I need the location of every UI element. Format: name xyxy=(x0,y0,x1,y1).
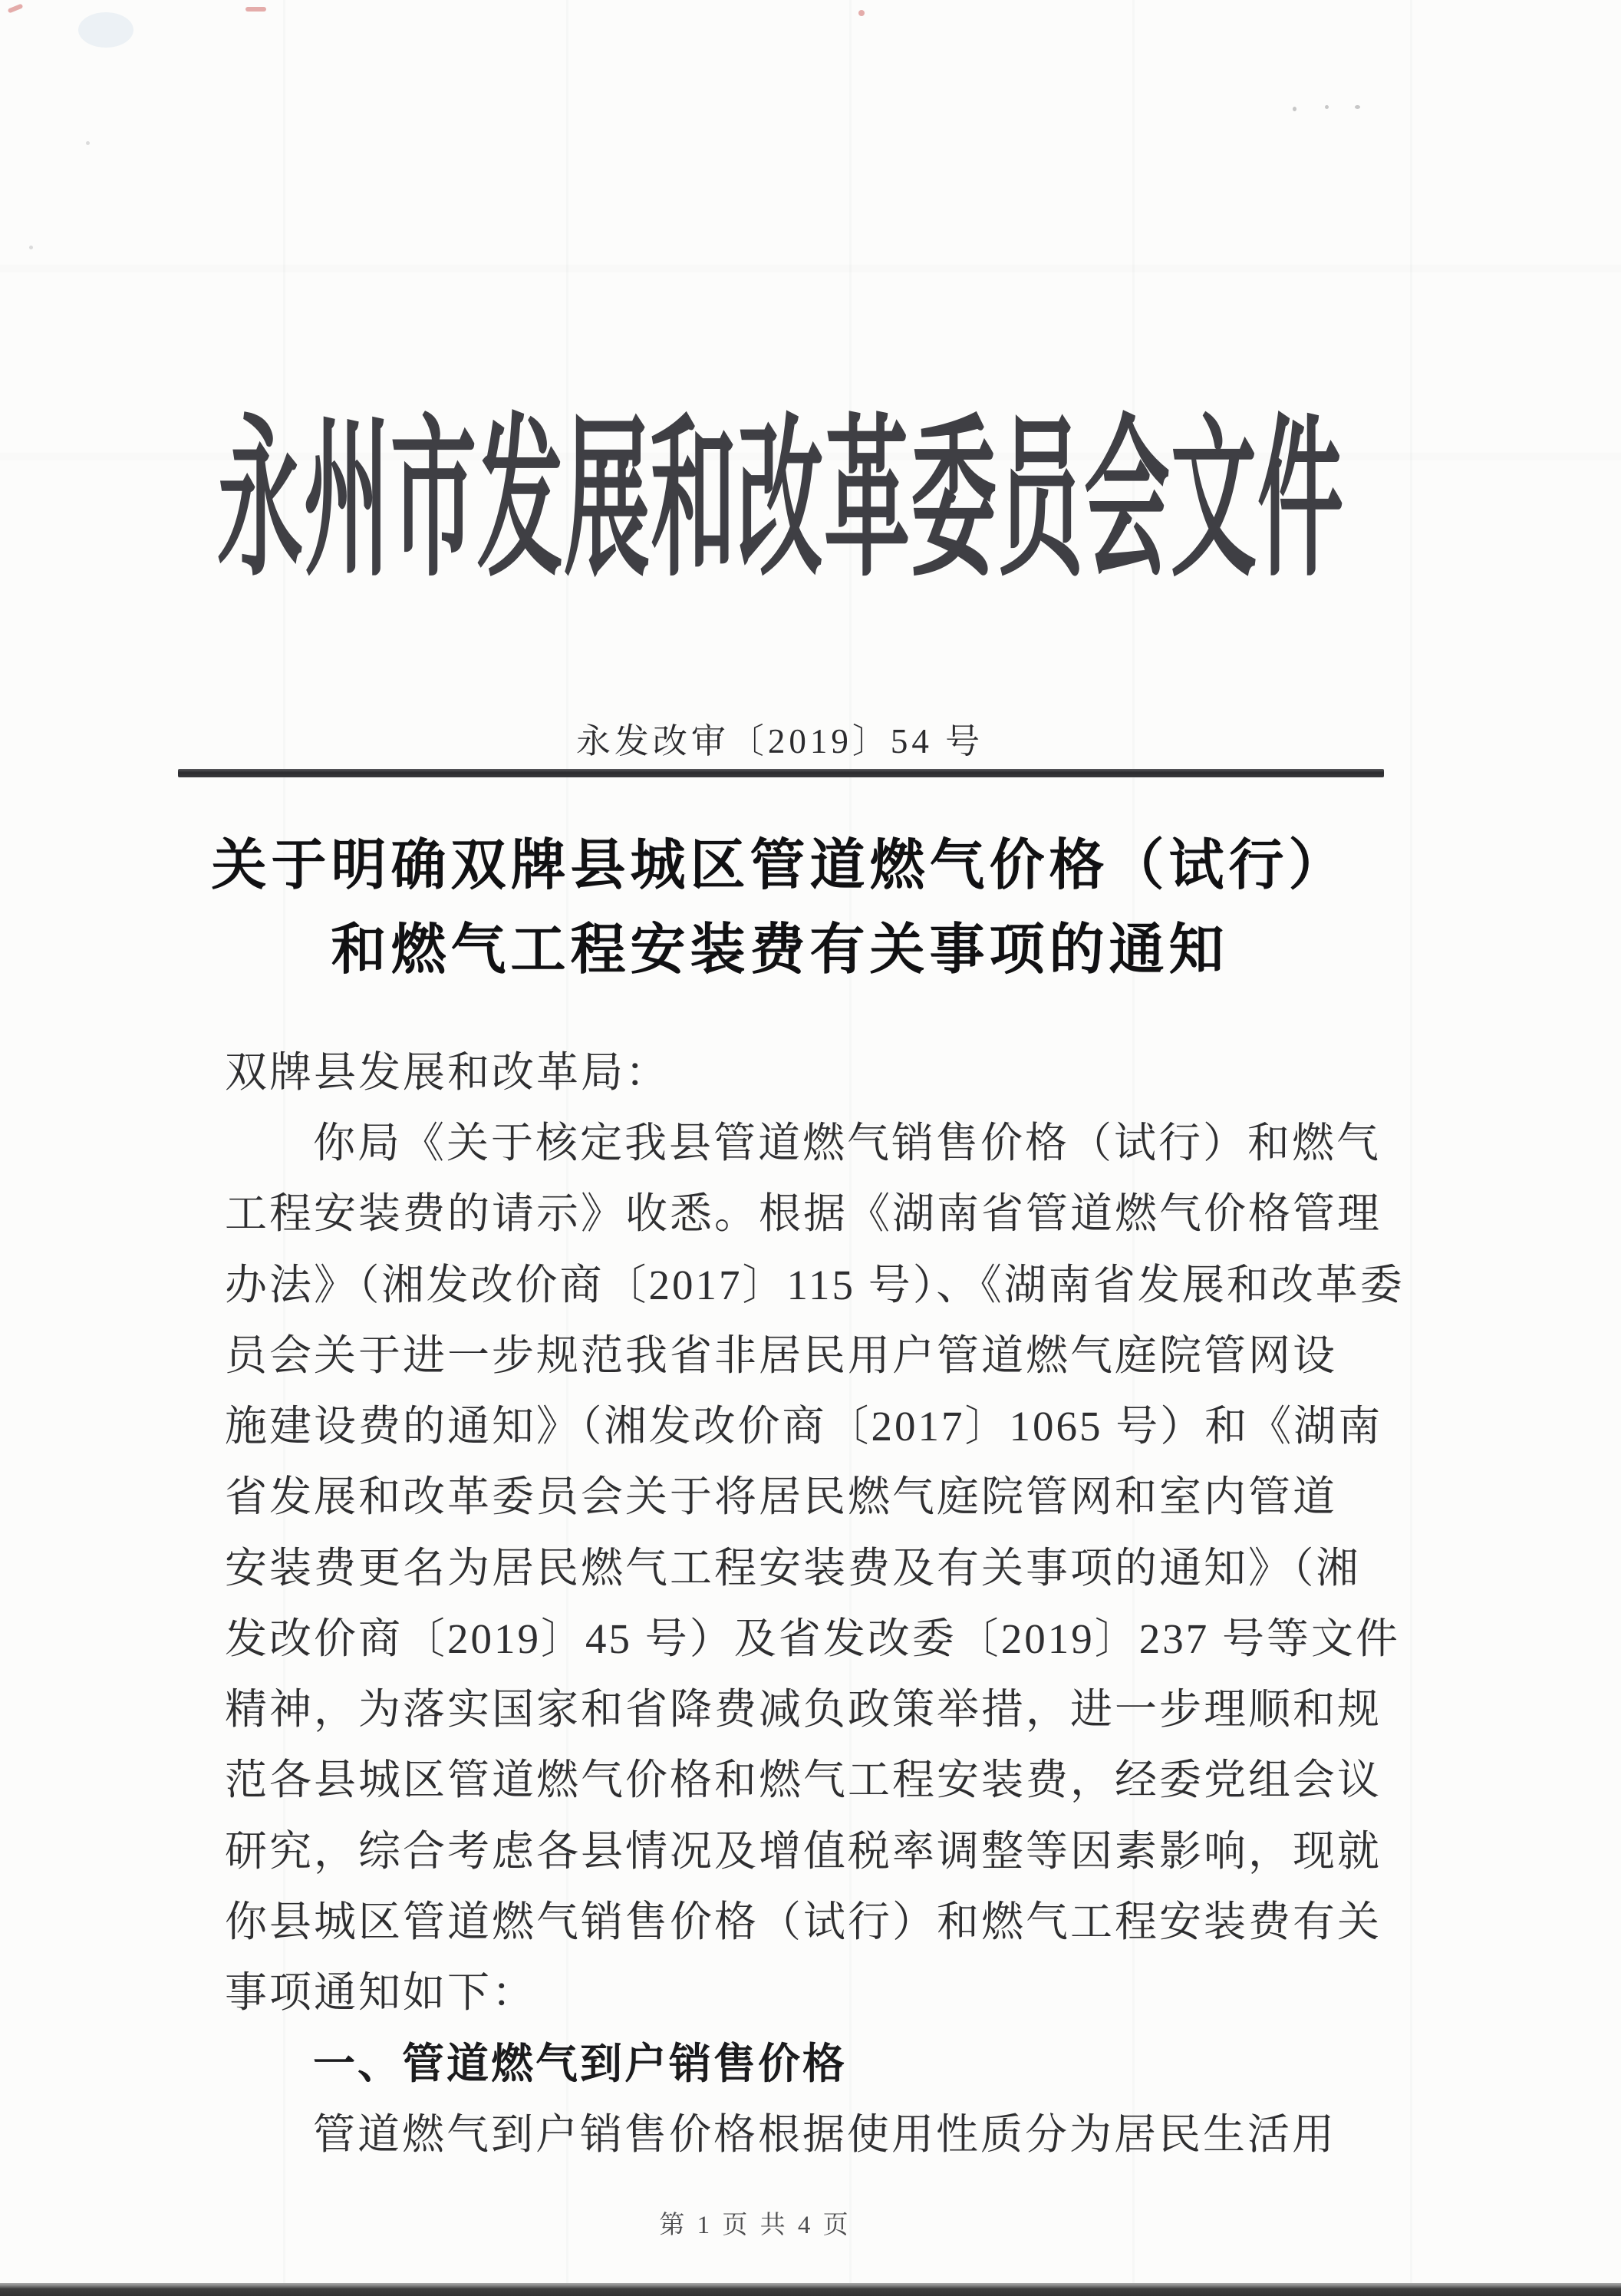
body-line: 管道燃气到户销售价格根据使用性质分为居民生活用 xyxy=(313,2111,1337,2158)
body-line: 省发展和改革委员会关于将居民燃气庭院管网和室内管道 xyxy=(225,1473,1338,1520)
body-line: 你县城区管道燃气销售价格（试行）和燃气工程安装费有关 xyxy=(225,1898,1382,1945)
scan-bottom-edge xyxy=(0,2283,1621,2296)
body-line: 事项通知如下： xyxy=(225,1969,537,2016)
body-line: 工程安装费的请示》收悉。根据《湖南省管道燃气价格管理 xyxy=(225,1190,1382,1237)
body-line: 发改价商〔2019〕45 号）及省发改委〔2019〕237 号等文件 xyxy=(225,1615,1401,1662)
document-title-line-2: 和燃气工程安装费有关事项的通知 xyxy=(331,919,1229,981)
body-line: 精神，为落实国家和省降费减负政策举措，进一步理顺和规 xyxy=(225,1686,1382,1733)
document-title-line-1: 关于明确双牌县城区管道燃气价格（试行） xyxy=(211,835,1349,896)
body-line: 安装费更名为居民燃气工程安装费及有关事项的通知》（湘 xyxy=(225,1545,1361,1592)
body-line: 范各县城区管道燃气价格和燃气工程安装费，经委党组会议 xyxy=(225,1757,1382,1803)
document-number: 永发改审〔2019〕54 号 xyxy=(575,722,984,760)
body-line: 研究，综合考虑各县情况及增值税率调整等因素影响，现就 xyxy=(225,1828,1382,1875)
body-line: 办法》（湘发改价商〔2017〕115 号）、《湖南省发展和改革委 xyxy=(225,1262,1405,1308)
agency-letterhead-text: 永州市发展和改革委员会文件 xyxy=(217,405,1344,599)
section-heading-1: 一、管道燃气到户销售价格 xyxy=(313,2040,848,2087)
body-line-salutation: 双牌县发展和改革局： xyxy=(225,1049,670,1096)
body-line: 施建设费的通知》（湘发改价商〔2017〕1065 号）和《湖南 xyxy=(225,1403,1383,1450)
page-number-indicator: 第 1 页 共 4 页 xyxy=(659,2212,852,2239)
body-line: 你局《关于核定我县管道燃气销售价格（试行）和燃气 xyxy=(313,1120,1382,1166)
body-line: 员会关于进一步规范我省非居民用户管道燃气庭院管网设 xyxy=(225,1332,1338,1379)
